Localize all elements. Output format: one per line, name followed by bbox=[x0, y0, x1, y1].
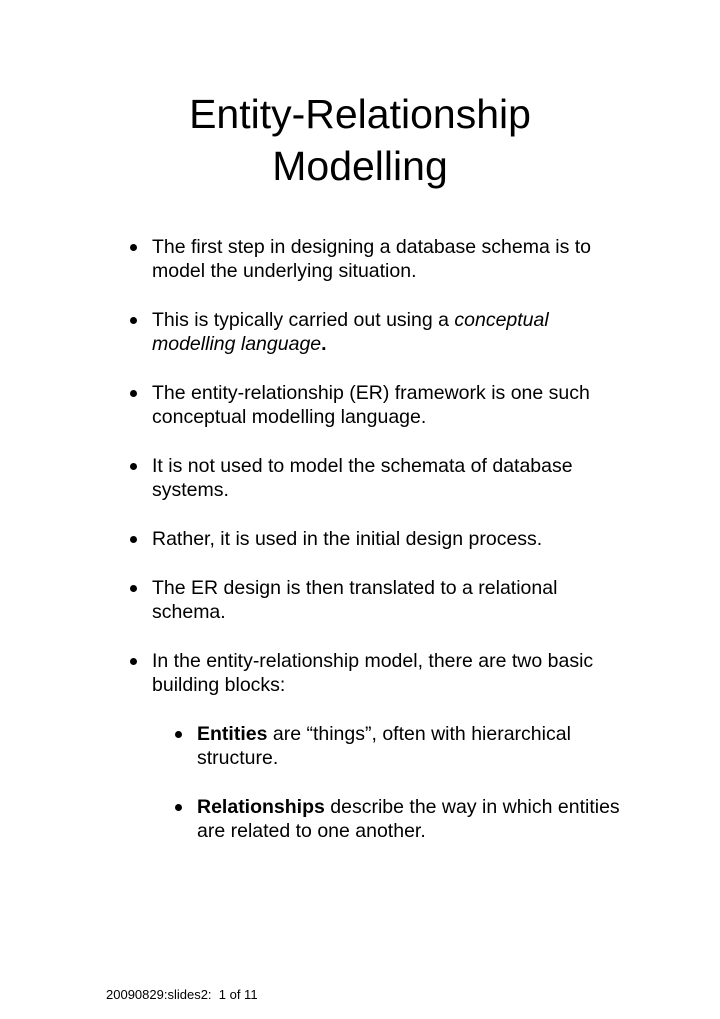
bullet-text: It is not used to model the schemata of database systems. bbox=[152, 455, 573, 501]
bullet-text: The first step in designing a database schema is to model the underlying situation. bbox=[152, 236, 591, 282]
bullet-dot-icon bbox=[175, 731, 182, 738]
bullet-item bbox=[152, 381, 622, 429]
sub-bullet-text bbox=[197, 795, 627, 843]
bullet-text-before: This is typically carried out using a bbox=[152, 309, 455, 331]
bullet-text: Rather, it is used in the initial design process. bbox=[152, 528, 543, 550]
bullet-dot-icon bbox=[130, 390, 137, 397]
sub-bullet-term: Entities bbox=[197, 723, 268, 745]
sub-bullet-term: Relationships bbox=[197, 796, 325, 818]
bullet-item bbox=[152, 235, 622, 283]
bullet-dot-icon bbox=[130, 317, 137, 324]
sub-bullet-item bbox=[197, 795, 627, 843]
bullet-text: The ER design is then translated to a relational schema. bbox=[152, 577, 558, 623]
title-line-1: Entity-Relationship bbox=[189, 91, 531, 137]
sub-bullet-item bbox=[197, 722, 627, 770]
bullet-dot-icon bbox=[130, 585, 137, 592]
sub-bullet-text bbox=[197, 722, 627, 770]
bullet-emphasis: conceptual modelling language bbox=[152, 309, 549, 355]
bullet-text: In the entity-relationship model, there are two basic building blocks: bbox=[152, 650, 594, 696]
bullet-text-after: . bbox=[321, 333, 327, 355]
bullet-text bbox=[152, 308, 622, 356]
bullet-dot-icon bbox=[130, 463, 137, 470]
bullet-item bbox=[152, 649, 622, 697]
sub-bullet-description: describe the way in which entities are related to one another. bbox=[197, 796, 620, 842]
page-title bbox=[0, 88, 720, 192]
bullet-item bbox=[152, 454, 622, 502]
sub-bullet-description: are “things”, often with hierarchical structure. bbox=[197, 723, 571, 769]
bullet-dot-icon bbox=[130, 658, 137, 665]
bullet-item bbox=[152, 576, 622, 624]
page-footer: 20090829:slides2: 1 of 11 bbox=[106, 987, 258, 1002]
bullet-dot-icon bbox=[175, 804, 182, 811]
title-line-2: Modelling bbox=[272, 143, 448, 189]
bullet-text: The entity-relationship (ER) framework is one such conceptual modelling language. bbox=[152, 382, 590, 428]
bullet-dot-icon bbox=[130, 244, 137, 251]
bullet-item bbox=[152, 527, 622, 551]
bullet-item bbox=[152, 308, 622, 356]
bullet-dot-icon bbox=[130, 536, 137, 543]
